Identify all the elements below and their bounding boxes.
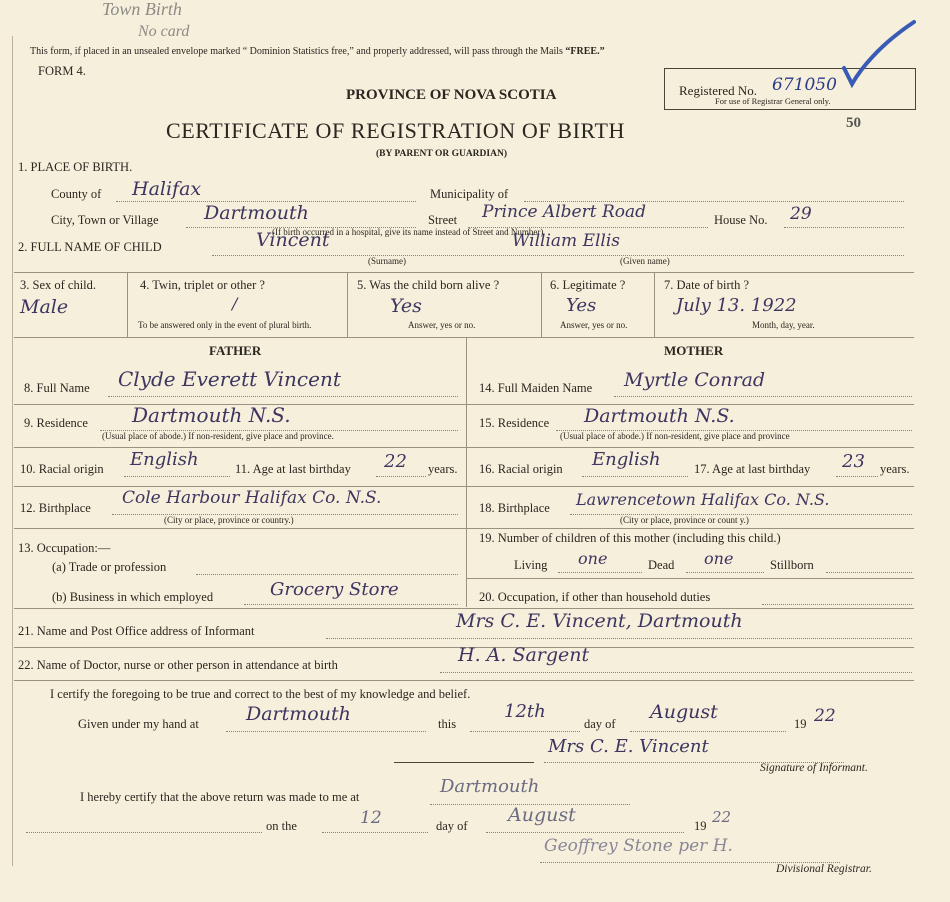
rule-row3-top	[14, 272, 914, 273]
form-border-left	[12, 36, 13, 866]
this-label: this	[438, 717, 457, 731]
stillborn-line	[826, 572, 912, 573]
mother-racial-value: English	[592, 449, 661, 470]
given-month-value: August	[650, 701, 718, 723]
father-age-value: 22	[384, 451, 407, 472]
mother-residence-caption: (Usual place of abode.) If non-resident, give place and province	[560, 431, 790, 441]
father-residence-value: Dartmouth N.S.	[132, 403, 291, 427]
father-age-label: 11. Age at last birthday	[235, 462, 351, 476]
given-year-printed: 19	[794, 717, 807, 731]
certificate-title: CERTIFICATE OF REGISTRATION OF BIRTH	[166, 118, 625, 143]
mother-occupation-line	[762, 604, 912, 605]
alive-caption: Answer, yes or no.	[408, 320, 476, 330]
county-label: County of	[51, 187, 102, 201]
registrar-place-value: Dartmouth	[440, 776, 540, 797]
father-birthplace-caption: (City or place, province or country.)	[164, 515, 294, 525]
alive-value: Yes	[390, 295, 422, 317]
registrar-left-dots	[26, 832, 262, 833]
rule-9	[14, 447, 914, 448]
given-month-line	[630, 731, 786, 732]
registrar-month-line	[486, 832, 684, 833]
house-label: House No.	[714, 213, 768, 227]
informant-label: 21. Name and Post Office address of Informant	[18, 624, 255, 638]
trade-line	[196, 574, 458, 575]
registrar-use-note: For use of Registrar General only.	[715, 96, 831, 106]
dead-value: one	[704, 549, 734, 568]
business-value: Grocery Store	[270, 579, 399, 600]
father-racial-line	[124, 476, 230, 477]
registrar-caption: Divisional Registrar.	[776, 863, 872, 875]
given-day-line	[470, 731, 580, 732]
children-count-label: 19. Number of children of this mother (including this child.)	[479, 531, 781, 545]
given-place-value: Dartmouth	[246, 703, 351, 725]
city-value: Dartmouth	[204, 202, 309, 224]
mother-racial-line	[582, 476, 688, 477]
street-label: Street	[428, 213, 458, 227]
twin-caption: To be answered only in the event of plural birth.	[138, 320, 312, 330]
father-racial-label: 10. Racial origin	[20, 462, 104, 476]
dob-value: July 13. 1922	[676, 295, 797, 316]
father-years-label: years.	[428, 462, 458, 476]
mother-years-label: years.	[880, 462, 910, 476]
rule-19	[467, 578, 914, 579]
house-line	[784, 227, 904, 228]
mother-name-line	[614, 396, 912, 397]
county-value: Halifax	[132, 178, 202, 200]
registrar-certify-text: I hereby certify that the above return was made to me at	[80, 790, 360, 804]
doctor-label: 22. Name of Doctor, nurse or other person in attendance at birth	[18, 658, 338, 672]
father-residence-caption: (Usual place of abode.) If non-resident, give place and province.	[102, 431, 334, 441]
dob-caption: Month, day, year.	[752, 320, 815, 330]
mother-birthplace-caption: (City or place, province or count y.)	[620, 515, 749, 525]
doctor-line	[440, 672, 912, 673]
sex-label: 3. Sex of child.	[20, 278, 97, 292]
rule-row3-div2	[347, 272, 348, 337]
mail-notice	[30, 47, 605, 57]
mother-age-value: 23	[842, 451, 865, 472]
alive-label: 5. Was the child born alive ?	[357, 278, 500, 292]
twin-value: /	[232, 294, 238, 313]
stamp-number: 50	[846, 115, 861, 131]
rule-12	[14, 528, 914, 529]
registrar-day-line	[322, 832, 428, 833]
rule-row3-div4	[654, 272, 655, 337]
living-line	[558, 572, 642, 573]
father-name-value: Clyde Everett Vincent	[118, 367, 341, 391]
mother-age-label: 17. Age at last birthday	[694, 462, 811, 476]
rule-20	[14, 608, 914, 609]
father-age-line	[376, 476, 426, 477]
form-number: FORM 4.	[38, 64, 86, 78]
parents-divider	[466, 337, 467, 607]
mother-racial-label: 16. Racial origin	[479, 462, 563, 476]
twin-label: 4. Twin, triplet or other ?	[140, 278, 265, 292]
informant-line	[326, 638, 912, 639]
legitimate-caption: Answer, yes or no.	[560, 320, 628, 330]
mother-occupation-label: 20. Occupation, if other than household duties	[479, 590, 711, 604]
blue-check-mark	[838, 18, 918, 93]
registrar-dayof-label: day of	[436, 819, 468, 833]
father-name-line	[108, 396, 458, 397]
mother-heading: MOTHER	[664, 343, 724, 358]
registrar-year-value: 22	[712, 808, 732, 826]
mother-birthplace-label: 18. Birthplace	[479, 501, 550, 515]
mother-birthplace-value: Lawrencetown Halifax Co. N.S.	[576, 490, 830, 509]
business-line	[244, 604, 458, 605]
mail-notice-free: “FREE.”	[565, 46, 605, 57]
father-birthplace-label: 12. Birthplace	[20, 501, 91, 515]
father-residence-label: 9. Residence	[24, 416, 88, 430]
registrar-day-value: 12	[360, 808, 382, 828]
given-under-label: Given under my hand at	[78, 717, 199, 731]
dob-label: 7. Date of birth ?	[664, 278, 750, 292]
house-value: 29	[790, 204, 812, 224]
dead-label: Dead	[648, 558, 675, 572]
informant-value: Mrs C. E. Vincent, Dartmouth	[456, 610, 743, 632]
registered-number: 671050	[772, 75, 837, 95]
father-heading: FATHER	[209, 343, 262, 358]
child-surname: Vincent	[256, 229, 330, 251]
given-dayof-label: day of	[584, 717, 616, 731]
given-place-line	[226, 731, 426, 732]
municipality-label: Municipality of	[430, 187, 509, 201]
place-of-birth-label: 1. PLACE OF BIRTH.	[18, 160, 133, 174]
mother-residence-label: 15. Residence	[479, 416, 550, 430]
pencil-note-town-birth: Town Birth	[102, 0, 182, 19]
living-label: Living	[514, 558, 548, 572]
informant-signature: Mrs C. E. Vincent	[548, 736, 709, 757]
certificate-subtitle: (BY PARENT OR GUARDIAN)	[376, 149, 507, 159]
surname-caption: (Surname)	[368, 256, 406, 266]
trade-label: (a) Trade or profession	[52, 560, 167, 574]
pencil-note-no-card: No card	[138, 23, 190, 40]
rule-row3-bottom	[14, 337, 914, 338]
mother-name-label: 14. Full Maiden Name	[479, 381, 593, 395]
mail-notice-text: This form, if placed in an unsealed envelope marked “ Dominion Statistics free,” and properly addressed, will pass through the Mails	[30, 46, 563, 57]
legitimate-label: 6. Legitimate ?	[550, 278, 626, 292]
father-birthplace-value: Cole Harbour Halifax Co. N.S.	[122, 488, 382, 508]
registrar-on-label: on the	[266, 819, 297, 833]
rule-row3-div3	[541, 272, 542, 337]
mother-residence-value: Dartmouth N.S.	[584, 405, 735, 427]
hospital-note: (If birth occurred in a hospital, give its name instead of Street and Number)	[272, 227, 544, 237]
city-label: City, Town or Village	[51, 213, 159, 227]
rule-22	[14, 680, 914, 681]
rule-10	[14, 486, 914, 487]
child-name-label: 2. FULL NAME OF CHILD	[18, 240, 162, 254]
father-name-label: 8. Full Name	[24, 381, 90, 395]
business-label: (b) Business in which employed	[52, 590, 214, 604]
mother-name-value: Myrtle Conrad	[624, 369, 766, 391]
occupation-label: 13. Occupation:—	[18, 541, 111, 555]
child-name-line	[212, 255, 904, 256]
informant-signature-caption: Signature of Informant.	[760, 762, 868, 774]
child-given-names: William Ellis	[512, 231, 621, 251]
living-value: one	[578, 549, 608, 568]
street-value: Prince Albert Road	[482, 202, 647, 222]
doctor-value: H. A. Sargent	[458, 644, 590, 666]
registered-label: Registered No.	[679, 83, 757, 98]
province-heading: PROVINCE OF NOVA SCOTIA	[346, 87, 557, 103]
given-name-caption: (Given name)	[620, 256, 670, 266]
registrar-signature: Geoffrey Stone per H.	[544, 836, 733, 856]
dead-line	[686, 572, 764, 573]
mother-age-line	[836, 476, 878, 477]
sex-value: Male	[20, 296, 69, 318]
legitimate-value: Yes	[566, 295, 597, 316]
informant-signature-line	[394, 762, 534, 763]
father-racial-value: English	[130, 449, 199, 470]
registrar-year-printed: 19	[694, 819, 707, 833]
given-day-value: 12th	[504, 701, 546, 722]
rule-row3-div1	[127, 272, 128, 337]
registrar-month-value: August	[508, 804, 576, 826]
stillborn-label: Stillborn	[770, 558, 814, 572]
given-year-value: 22	[814, 706, 836, 726]
certify-text: I certify the foregoing to be true and correct to the best of my knowledge and belief.	[50, 687, 471, 701]
